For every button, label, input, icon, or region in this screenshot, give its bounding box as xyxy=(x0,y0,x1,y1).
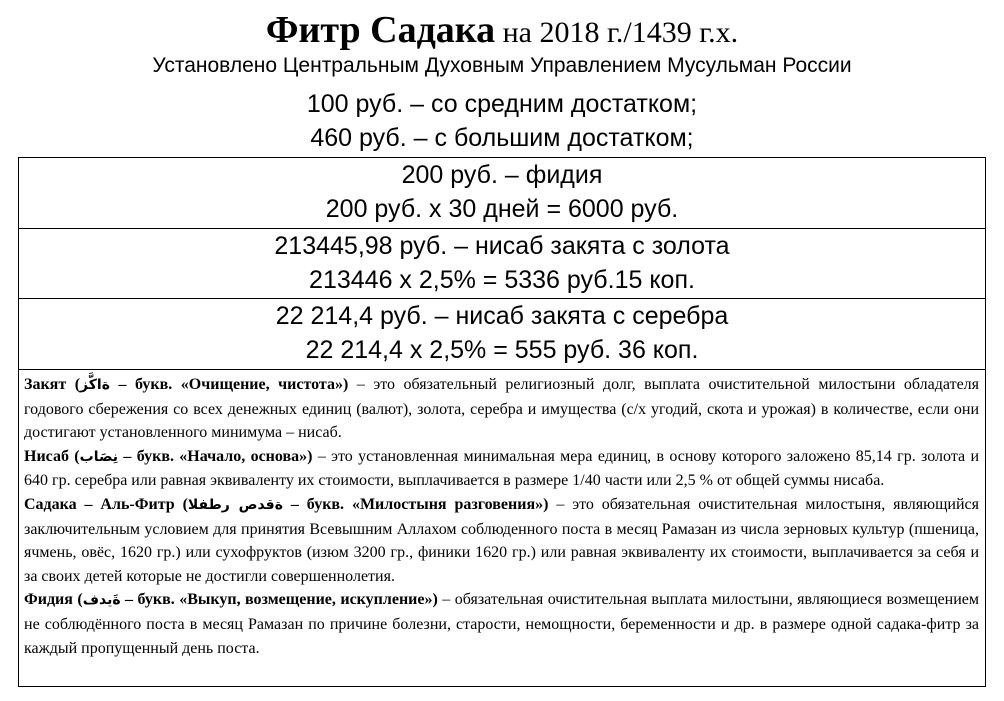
sadaka-arabic: ةقدص رطفلا xyxy=(187,496,283,513)
silver-nisab-amount: 22 214,4 руб. – нисаб закята с серебра xyxy=(275,302,729,330)
fidiya-term xyxy=(24,591,438,608)
fidiya-calculation: 200 руб. х 30 дней = 6000 руб. xyxy=(325,195,679,223)
title-main: Фитр Садака xyxy=(265,9,496,51)
nisab-term-label: Нисаб ( xyxy=(24,447,80,465)
sadaka-gloss: – букв. «Милостыня разговения») xyxy=(283,495,549,513)
sadaka-amounts xyxy=(0,87,1004,155)
fidiya-box xyxy=(18,157,986,228)
zakat-term-label: Закят ( xyxy=(24,376,81,393)
sadaka-term-label: Садака – Аль-Фитр ( xyxy=(24,495,188,513)
definition-fidiya xyxy=(24,588,979,660)
zakat-text: – это обязательный религиозный долг, выплата очистительной милостыни обладателя годового сбережения со всех денежных единиц (валют), золота, серебра и имущества (с/х угодий, скота и урожая) в количестве, если они достигают установленного минимума – нисаб. xyxy=(24,376,980,442)
zakat-term xyxy=(24,376,348,393)
zakat-gloss: – букв. «Очищение, чистота») xyxy=(109,376,349,393)
page-subtitle: Установлено Центральным Духовным Управлением Мусульман России xyxy=(152,54,852,77)
zakat-arabic: ةاكَّز xyxy=(80,377,110,393)
title-year: на 2018 г./1439 г.х. xyxy=(495,16,739,49)
gold-zakat-calculation: 213446 х 2,5% = 5336 руб.15 коп. xyxy=(309,266,695,294)
definition-nisab xyxy=(24,445,979,493)
fidiya-text: – обязательная очистительная выплата милостыни, являющиеся возмещением не соблюдённого поста в месяц Рамазан по причине болезни, старости, немощности, беременности и др. в размере одной садака-фитр за каждый пропущенный день поста. xyxy=(24,591,980,657)
nisab-text: – это установленная минимальная мера единиц, в основу которого заложено 85,14 гр. золота и 640 гр. серебра или равная эквиваленту их стоимости, выплачивается в размере 1/40 части или 2,5 % от общей суммы нисаба. xyxy=(24,447,980,490)
nisab-term xyxy=(24,448,312,465)
fidiya-arabic: ةَيدف xyxy=(82,592,121,609)
fidiya-term-label: Фидия ( xyxy=(24,591,83,609)
amount-average: 100 руб. – со средним достатком; xyxy=(306,90,698,118)
silver-nisab-box xyxy=(18,298,986,369)
fidiya-amount: 200 руб. – фидия xyxy=(401,161,603,189)
definition-zakat xyxy=(24,373,979,445)
gold-nisab-amount: 213445,98 руб. – нисаб закята с золота xyxy=(274,232,730,260)
definition-sadaka xyxy=(24,493,979,588)
gold-nisab-box xyxy=(18,228,986,298)
fidiya-gloss: – букв. «Выкуп, возмещение, искупление») xyxy=(120,591,438,609)
amount-high: 460 руб. – с большим достатком; xyxy=(310,124,694,152)
nisab-gloss: – букв. «Начало, основа») xyxy=(118,447,313,465)
sadaka-text: – это обязательная очистительная милостыня, являющийся заключительным условием для принятия Всевышним Аллахом соблюденного поста в месяц Рамазан из числа зерновых культур (пшеница, ячмень, овёс, 1620 гр.) или сухофруктов (изюм 3200 гр., финики 1620 гр.) или равная эквиваленту их стоимости, выплачивается за себя и за своих детей которые не достигли совершеннолетия. xyxy=(24,495,980,585)
nisab-arabic: نِصَاب xyxy=(79,448,119,465)
definitions-box xyxy=(18,369,986,687)
silver-zakat-calculation: 22 214,4 х 2,5% = 555 руб. 36 коп. xyxy=(305,336,699,364)
sadaka-term xyxy=(24,496,548,513)
